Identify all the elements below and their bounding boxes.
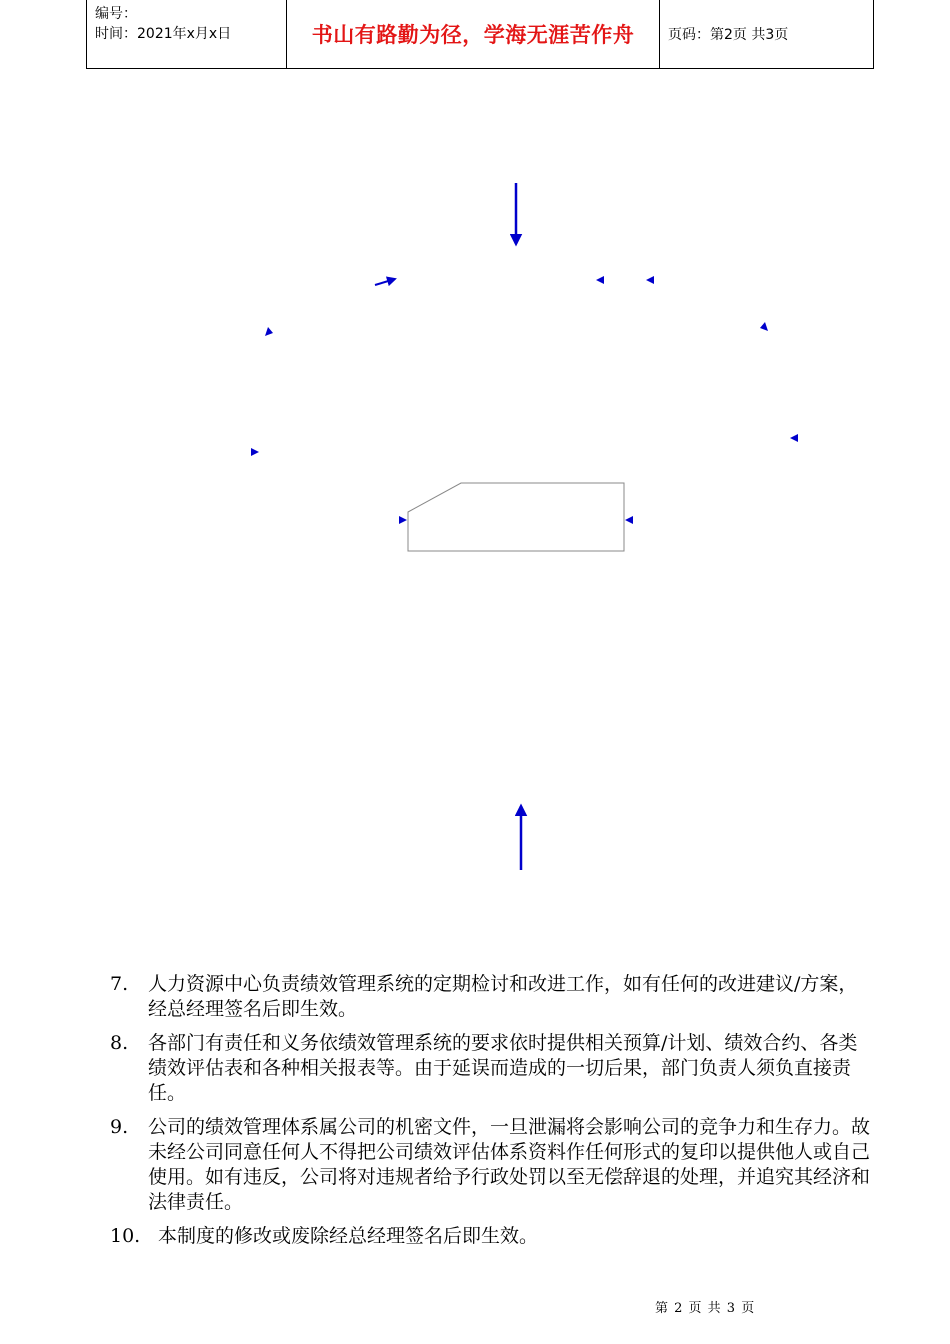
page-footer: 第 2 页 共 3 页	[655, 1301, 756, 1316]
clause-text: 人力资源中心负责绩效管理系统的定期检讨和改进工作，如有任何的改进建议/方案，经总经理签名后即生效。	[148, 973, 858, 1020]
policy-clauses	[110, 972, 870, 1258]
arrowhead-4	[760, 322, 768, 331]
clause-text: 本制度的修改或废除经总经理签名后即生效。	[158, 1225, 539, 1247]
clause-number: 8.	[110, 1032, 129, 1054]
header-motto: 书山有路勤为径，学海无涯苦作舟	[286, 0, 659, 68]
header-page-number: 页码：第2页 共3页	[659, 0, 874, 68]
arrowhead-3	[265, 327, 273, 336]
arrowhead-box-right	[625, 516, 633, 524]
clause-item	[110, 972, 870, 1022]
arrowhead-5	[251, 448, 259, 456]
clause-item	[110, 1031, 870, 1106]
arrowhead-1	[596, 276, 604, 284]
clause-item	[110, 1115, 870, 1215]
clause-text: 各部门有责任和义务依绩效管理系统的要求依时提供相关预算/计划、绩效合约、各类绩效评估表和各种相关报表等。由于延误而造成的一切后果，部门负责人须负直接责任。	[148, 1032, 858, 1104]
clause-number: 9.	[110, 1116, 129, 1138]
arrowhead-6	[790, 434, 798, 442]
process-box	[408, 483, 624, 551]
clause-text: 公司的绩效管理体系属公司的机密文件，一旦泄漏将会影响公司的竞争力和生存力。故未经公司同意任何人不得把公司绩效评估体系资料作任何形式的复印以提供他人或自己使用。如有违反，公司将对违规者给予行政处罚以至无偿辞退的处理，并追究其经济和法律责任。	[148, 1116, 871, 1213]
document-number-label: 编号：	[95, 6, 137, 22]
clause-item	[110, 1224, 870, 1249]
arrowhead-box-left	[399, 516, 407, 524]
arrowhead-2	[646, 276, 654, 284]
clause-number: 10.	[110, 1225, 141, 1247]
arrow-upper-left	[375, 279, 395, 285]
clause-number: 7.	[110, 973, 129, 995]
document-time-label: 时间：2021年x月x日	[95, 26, 232, 42]
